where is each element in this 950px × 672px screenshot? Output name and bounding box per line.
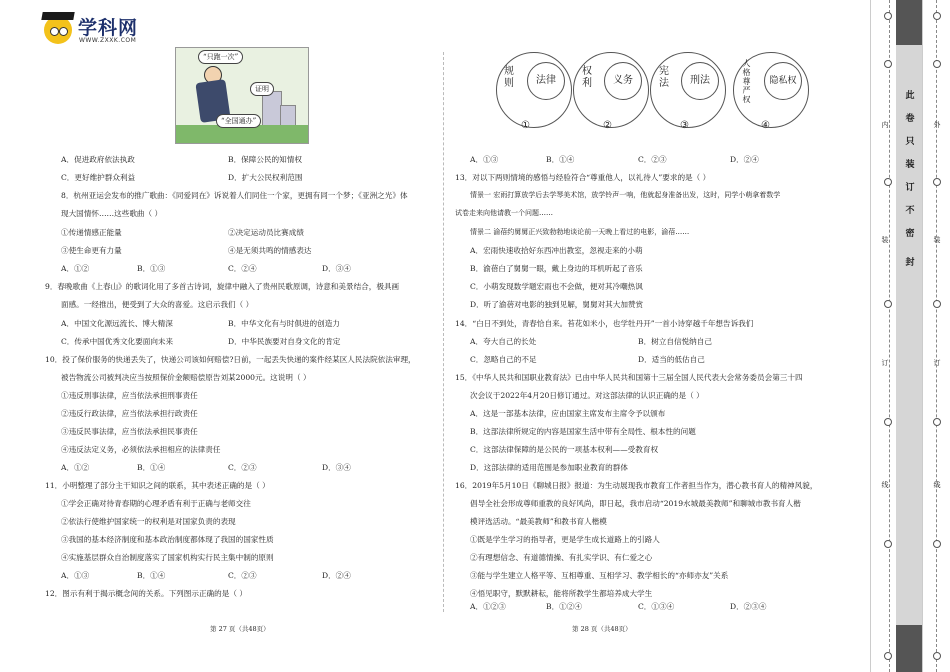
option-line: C．传承中国优秀文化要面向未来: [61, 337, 174, 346]
option-line: A．①②: [61, 264, 90, 273]
option-line: A．促进政府依法执政: [61, 155, 135, 164]
venn-figure-4: [733, 52, 809, 128]
bubble-bottom: “全国通办”: [216, 114, 261, 128]
binding-notice-char: 密: [905, 229, 915, 239]
binding-dash-line: [889, 0, 890, 672]
binding-hole-icon: [933, 300, 941, 308]
option-line: A．①③: [61, 571, 90, 580]
statement-line: ④违反法定义务，必须依法承担相应的法律责任: [61, 445, 221, 454]
logo-name: 学科网: [78, 17, 139, 39]
scenario-line: 情景二 渝蓓约舅舅正兴致勃勃地谈论前一天晚上看过的电影，渝蓓……: [470, 228, 690, 236]
question-line: 16．2019年5月10日《聊城日报》报道：为生动展现我市教育工作者担当作为，潜心教书育人的精神风貌，: [455, 481, 818, 490]
scenario-line: 情景一 宏雨打算放学后去学琴美术馆，放学铃声一响，他就起身准备出发，这时，同学小萌拿着数学: [470, 191, 781, 199]
statement-line: ②违反行政法律，应当依法承担行政责任: [61, 409, 198, 418]
binding-hole-icon: [884, 60, 892, 68]
option-line: C．②④: [228, 264, 257, 273]
question-line: 倡导全社会形成尊师重教的良好风尚，即日起，我市启动“2019水城最美教师”和聊城市教书育人楷: [470, 499, 801, 508]
option-line: B．①②④: [546, 602, 582, 611]
option-line: D．③④: [322, 264, 351, 273]
binding-label-zhuang: 装: [933, 236, 941, 244]
figure-inner-label: 法律: [527, 62, 565, 100]
option-line: A．夸大自己的长处: [470, 337, 537, 346]
statement-line: ③使生命更有力量: [61, 246, 122, 255]
option-line: C．①③④: [638, 602, 675, 611]
option-line: D．扩大公民权利范围: [228, 173, 303, 182]
option-line: D．③④: [322, 463, 351, 472]
statement-line: ①传递情感正能量: [61, 228, 122, 237]
statement-line: ③能与学生建立人格平等、互相尊重、互相学习、教学相长的“亦师亦友”关系: [470, 571, 729, 580]
option-line: A．中国文化源远流长、博大精深: [61, 319, 173, 328]
question-line: 现大国情怀……这些歌曲（ ）: [61, 209, 163, 218]
figure-number: ④: [761, 120, 770, 131]
venn-figure-3: [650, 52, 726, 128]
venn-figure-2: [573, 52, 649, 128]
option-line: D．中华民族要对自身文化的肯定: [228, 337, 341, 346]
option-line: D．听了渝蓓对电影的独到见解，舅舅对其大加赞赏: [470, 300, 644, 309]
question-line: 12．图示有利于揭示概念间的关系。下列图示正确的是（ ）: [45, 589, 247, 598]
question-line: 8．杭州亚运会发布的推广歌曲：《同爱同在》诉说着人们同住一个家，更拥有同一个梦；《亚洲之光》体: [61, 191, 408, 200]
option-line: C．②③: [638, 155, 667, 164]
binding-label-xian: 线: [933, 481, 941, 489]
option-line: C．这部法律保障的是公民的一项基本权利——受教育权: [470, 445, 659, 454]
question-line: 被告物流公司被判决应当按照保价金额赔偿原告刘某2000元。这说明（ ）: [61, 373, 311, 382]
option-line: B．①④: [137, 571, 166, 580]
mascot-eye-icon: [50, 27, 59, 36]
option-line: C．更好维护群众利益: [61, 173, 136, 182]
option-line: D．②④: [322, 571, 351, 580]
binding-dark-bottom: [896, 625, 922, 672]
option-line: B．这部法律所规定的内容是国家生活中带有全局性、根本性的问题: [470, 427, 696, 436]
option-line: A．①③: [470, 155, 499, 164]
figure-inner-label: 刑法: [681, 62, 719, 100]
question-line: 10．投了保价服务的快递丢失了，快递公司该如何赔偿?日前，一起丢失快递的案件经某区人民法院依法审理，: [45, 355, 416, 364]
statement-line: ①学会正确对待青春期的心理矛盾有利于正确与老师交往: [61, 499, 251, 508]
binding-dark-top: [896, 0, 922, 45]
binding-hole-icon: [933, 60, 941, 68]
statement-line: ①既是学生学习的指导者，更是学生成长道路上的引路人: [470, 535, 660, 544]
option-line: B．保障公民的知情权: [228, 155, 302, 164]
figure-number: ②: [603, 120, 612, 131]
figure-outer-label: 规则: [504, 66, 514, 89]
scenario-line: 试卷走来向他请教一个问题……: [455, 209, 553, 217]
statement-line: ③违反民事法律，应当依法承担民事责任: [61, 427, 198, 436]
option-line: B．①④: [137, 463, 166, 472]
option-line: A．这是一部基本法律，应由国家主席发布主席令予以颁布: [470, 409, 666, 418]
binding-notice-char: 订: [905, 183, 915, 193]
binding-label-zhuang: 装: [881, 236, 889, 244]
figure-number: ①: [521, 120, 530, 131]
binding-notice-char: 只: [905, 137, 915, 147]
binding-notice-char: 此: [905, 91, 915, 101]
option-line: A．宏雨快速收拾好东西冲出教室，忽视走来的小萌: [470, 246, 643, 255]
figure-outer-label: 宪法: [659, 66, 669, 89]
mascot-eye-icon: [59, 27, 68, 36]
logo-url: WWW.ZXXK.COM: [79, 37, 137, 44]
question-line: 面感。一经推出，便受到了大众的喜爱。这启示我们（ ）: [61, 300, 254, 309]
option-line: D．②③④: [730, 602, 767, 611]
option-line: D．②④: [730, 155, 759, 164]
venn-figure-1: [496, 52, 572, 128]
binding-hole-icon: [884, 652, 892, 660]
question-line: 9．春晚歌曲《上春山》的歌词化用了多首古诗词，旋律中融入了贵州民歌原调，诗意和美景结合，极具画: [45, 282, 400, 291]
option-line: B．①④: [546, 155, 575, 164]
binding-notice-char: 封: [905, 258, 915, 268]
option-line: B．渝蓓白了舅舅一眼，戴上身边的耳机听起了音乐: [470, 264, 643, 273]
binding-label-ding: 订: [881, 359, 889, 367]
binding-hole-icon: [933, 652, 941, 660]
statement-line: ①违反刑事法律，应当依法承担刑事责任: [61, 391, 198, 400]
site-logo: [44, 12, 164, 50]
graduation-cap-icon: [41, 12, 74, 20]
figure-inner-label: 隐私权: [764, 62, 802, 100]
page-number-left: 第 27 页（共48页）: [210, 625, 270, 633]
statement-line: ②决定运动员比赛成绩: [228, 228, 304, 237]
binding-notice-char: 卷: [905, 114, 915, 124]
binding-label-ding: 订: [933, 359, 941, 367]
option-line: C．②③: [228, 571, 257, 580]
statement-line: ④实施基层群众自治制度落实了国家机构实行民主集中制的原则: [61, 553, 274, 562]
figure-number: ③: [680, 120, 689, 131]
option-line: A．①②③: [470, 602, 506, 611]
figure-inner-label: 义务: [604, 62, 642, 100]
binding-hole-icon: [933, 12, 941, 20]
bubble-doc: 证明: [250, 82, 274, 96]
binding-label-xian: 线: [881, 481, 889, 489]
binding-label-outer: 外: [933, 121, 941, 129]
question-line: 模评选活动。“最美教师”和教书育人楷模: [470, 517, 607, 526]
binding-hole-icon: [933, 418, 941, 426]
option-line: C．忽略自己的不足: [470, 355, 537, 364]
binding-hole-icon: [933, 540, 941, 548]
binding-hole-icon: [884, 178, 892, 186]
bubble-top: “只跑一次”: [198, 50, 243, 64]
option-line: A．①②: [61, 463, 90, 472]
question-line: 13．对以下两则情境的感悟与经验符合“尊重他人，以礼待人”要求的是（ ）: [455, 173, 711, 182]
binding-hole-icon: [884, 12, 892, 20]
column-divider: [443, 52, 444, 612]
option-line: D．适当的低估自己: [638, 355, 705, 364]
question-line: 14．“白日不到处，青春恰自来。苔花如米小，也学牡丹开”一首小诗穿越千年想告诉我们: [455, 319, 754, 328]
binding-hole-icon: [884, 418, 892, 426]
binding-dash-line: [936, 0, 937, 672]
binding-label-inner: 内: [881, 121, 889, 129]
option-line: C．小萌发现数学题宏雨也不会做，便对其冷嘲热讽: [470, 282, 643, 291]
page-number-right: 第 28 页（共48页）: [572, 625, 632, 633]
binding-hole-icon: [884, 540, 892, 548]
statement-line: ④是无须共鸣的情感表达: [228, 246, 312, 255]
binding-notice-char: 装: [905, 160, 915, 170]
question-line: 11．小明整理了部分主干知识之间的联系，其中表述正确的是（ ）: [45, 481, 270, 490]
question-line: 次会议于2022年4月20日修订通过。对这部法律的认识正确的是（ ）: [470, 391, 704, 400]
option-line: D．这部法律的适用范围是参加职业教育的群体: [470, 463, 628, 472]
cartoon-illustration: [175, 47, 309, 144]
statement-line: ④悟见职守，默默耕耘，能将所教学生都培养成大学生: [470, 589, 653, 598]
figure-outer-label: 权利: [582, 66, 592, 89]
figure-outer-label: 人格尊严权: [742, 59, 751, 104]
option-line: B．树立自信悦纳自己: [638, 337, 712, 346]
option-line: C．②③: [228, 463, 257, 472]
binding-hole-icon: [933, 178, 941, 186]
statement-line: ②有理想信念、有道德情操、有扎实学识、有仁爱之心: [470, 553, 653, 562]
binding-hole-icon: [884, 300, 892, 308]
option-line: B．①③: [137, 264, 166, 273]
binding-notice-char: 不: [905, 206, 915, 216]
statement-line: ②依法行使维护国家统一的权利是对国家负责的表现: [61, 517, 236, 526]
option-line: B．中华文化有与时俱进的创造力: [228, 319, 340, 328]
statement-line: ③我国的基本经济制度和基本政治制度都体现了我国的国家性质: [61, 535, 274, 544]
question-line: 15．《中华人民共和国职业教育法》已由中华人民共和国第十三届全国人民代表大会常务委员会第三十四: [455, 373, 803, 382]
